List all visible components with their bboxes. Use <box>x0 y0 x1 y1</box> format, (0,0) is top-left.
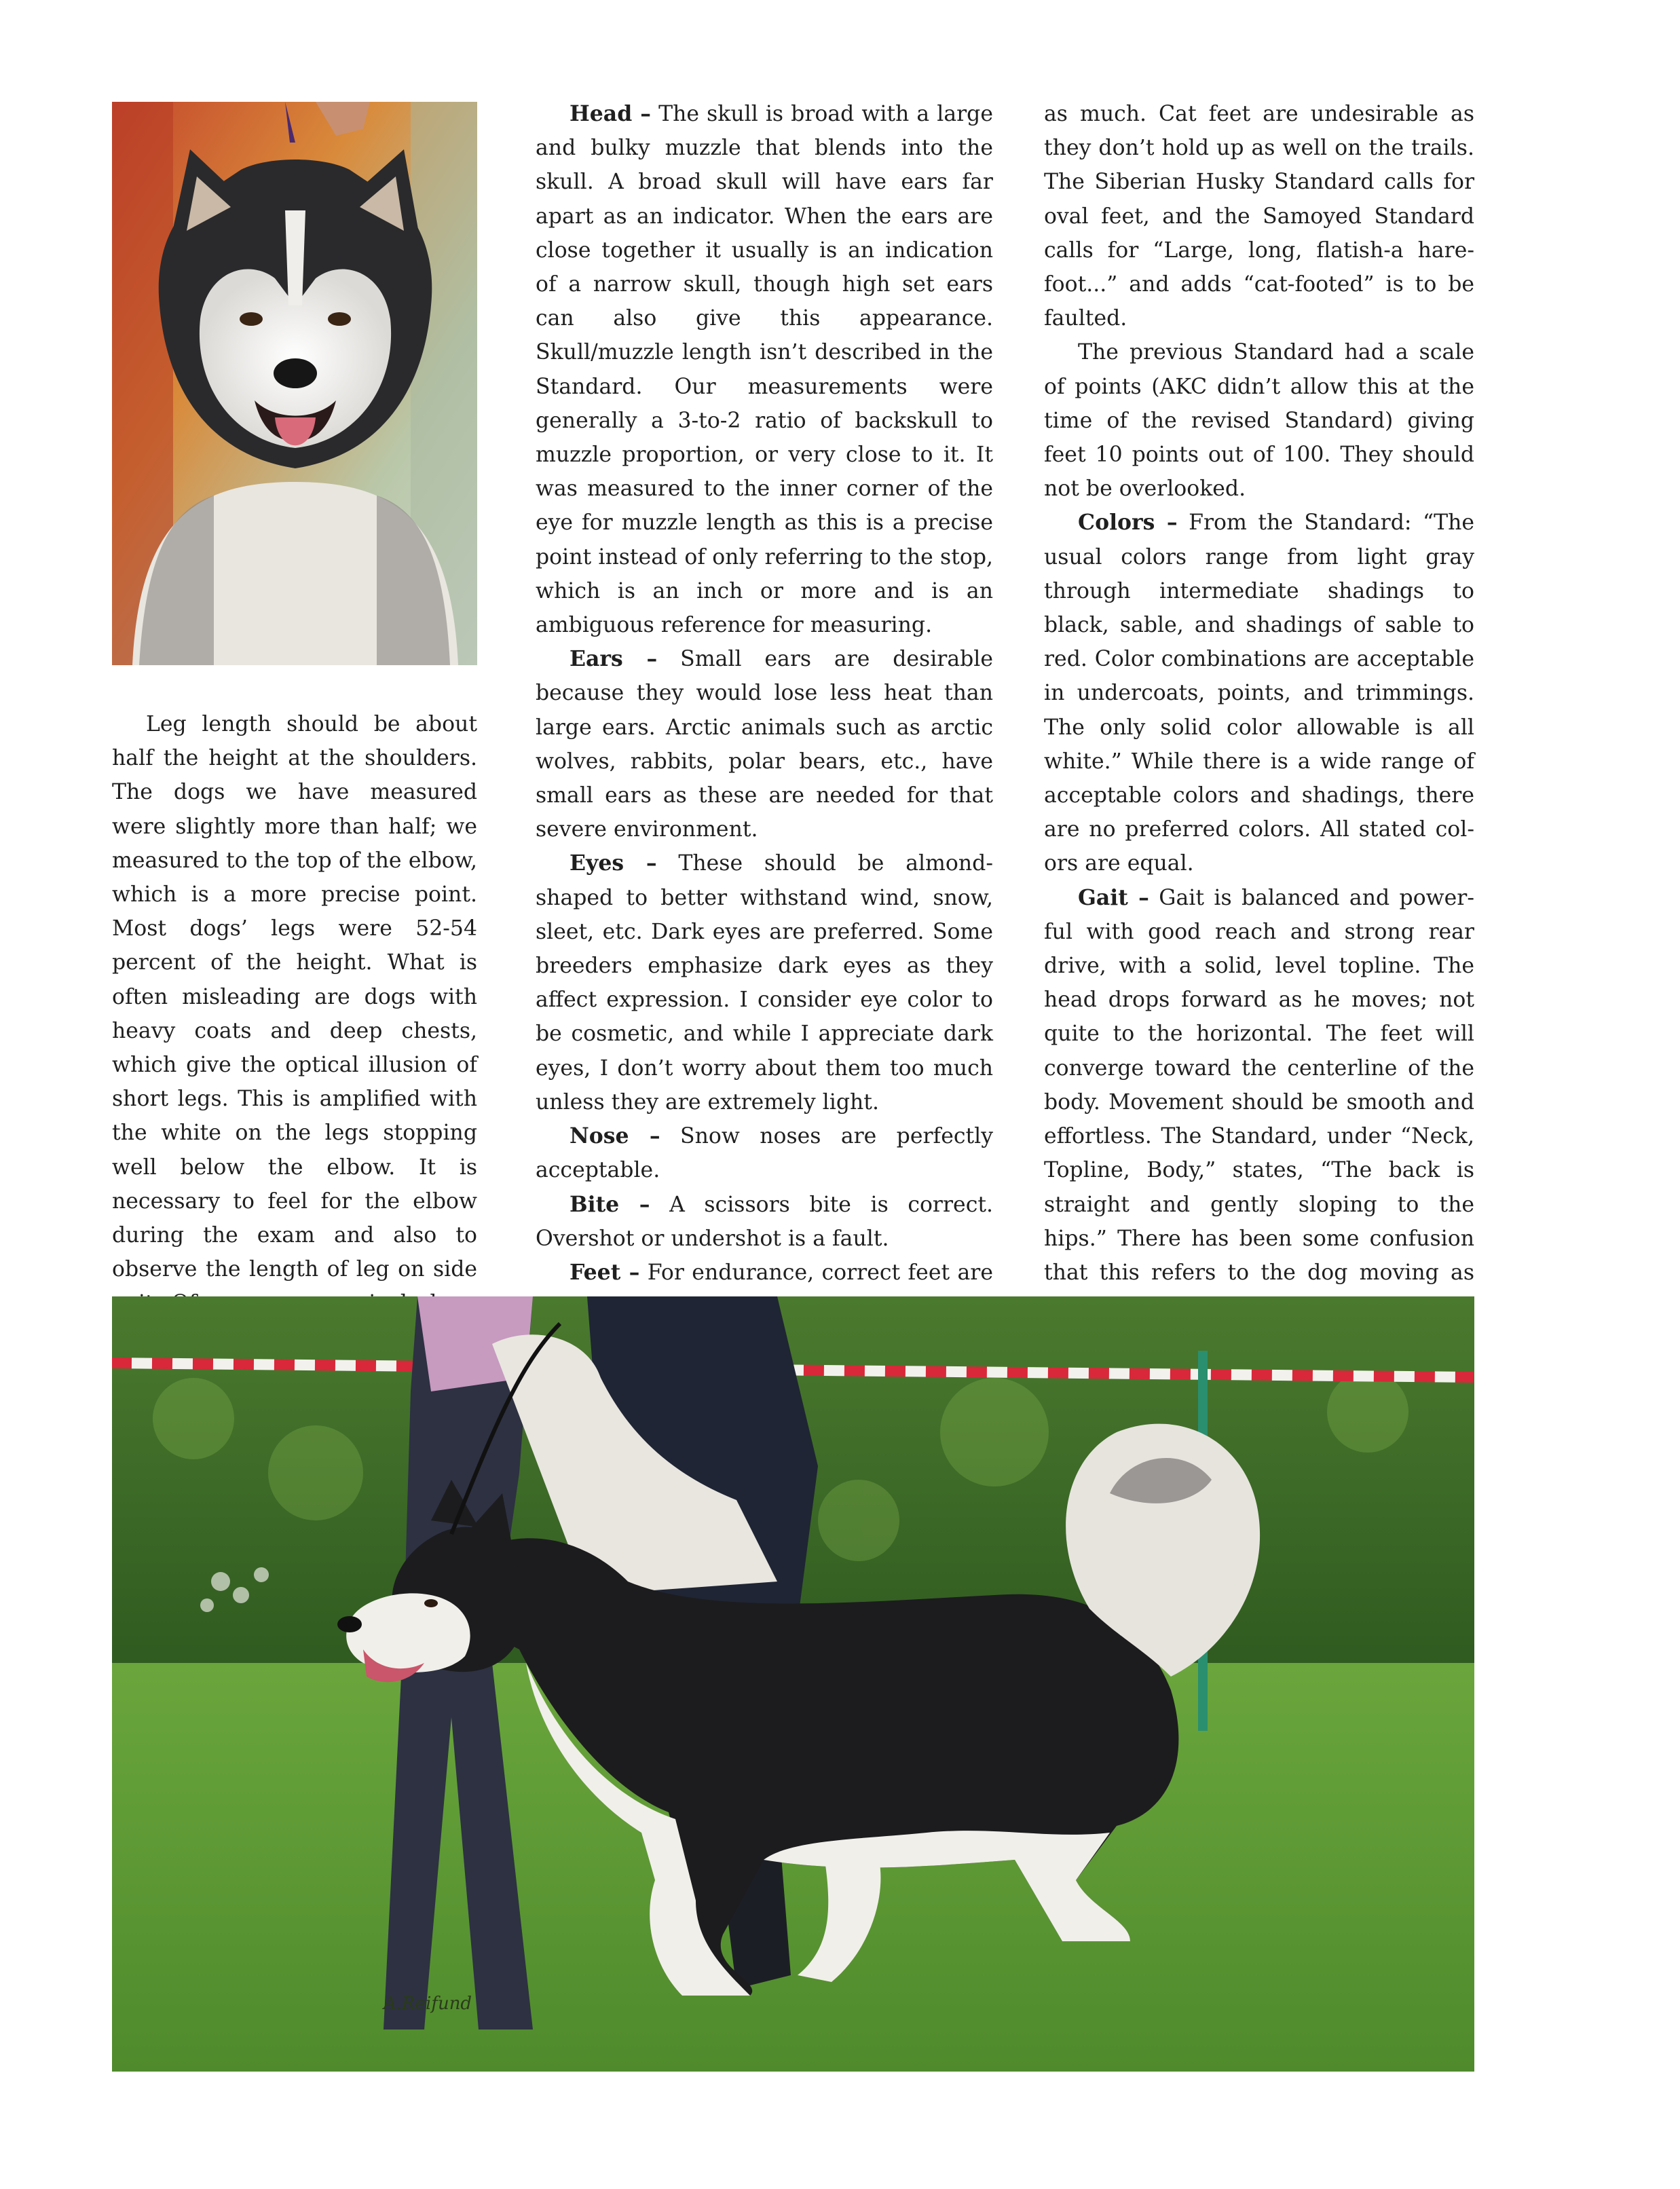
malamute-gaiting-photo <box>112 1296 1474 2072</box>
malamute-portrait-photo <box>112 102 477 665</box>
bite-text: A scissors bite is correct. Overshot or undershot is a fault. <box>536 1192 994 1251</box>
head-paragraph <box>536 97 993 642</box>
previous-standard-paragraph: The previous Standard had a scale of points (AKC didn’t allow this at the time of the revised Standard) giving feet 10 points out of 100. They should not be overlooked. <box>1044 340 1474 502</box>
nose-text: Snow noses are perfectly acceptable. <box>536 1124 994 1183</box>
eyes-text: These should be almond-shaped to better withstand wind, snow, sleet, etc. Dark eyes are preferred. Some breeders emphasize dark eyes as they affect expression. I consider eye color to be cosmetic, and while I appreciate dark eyes, I don’t worry about them too much unless they are extremely light. <box>536 851 993 1115</box>
feet-text: For endurance, correct feet are <box>647 1260 993 1285</box>
ears-text: Small ears are desirable because they would lose less heat than large ears. Arctic animals such as arctic wolves, rabbits, polar bears, etc., have small ears as these are needed for that severe environment. <box>536 647 993 842</box>
middle-text-column <box>536 97 993 1460</box>
feet-label: Feet – <box>570 1259 640 1285</box>
gait-label: Gait – <box>1078 884 1149 910</box>
leg-length-paragraph: Leg length should be about half the height at the shoulders. The dogs we have measured were slightly more than half; we measured to the top of the elbow, which is a more precise point. Most dogs’ legs were 52-54 percent of the height. What is often misleading are dogs with heavy coats and deep chests, which give the optical illusion of short legs. This is amplified with the white on the legs stopping well below the elbow. It is necessary to feel for the elbow during the exam and also to observe the length of leg on side <box>112 712 477 1282</box>
colors-label: Colors – <box>1078 510 1178 536</box>
ears-label: Ears – <box>570 646 658 672</box>
bite-paragraph <box>536 1188 993 1256</box>
malamute-portrait-illustration <box>112 102 477 665</box>
ears-paragraph <box>536 642 993 846</box>
right-text-column <box>1044 97 1474 1426</box>
head-label: Head – <box>570 101 652 126</box>
nose-paragraph <box>536 1119 993 1187</box>
gait-text: Gait is balanced and powerful with good reach and strong rear drive, with a solid, level topline. The head drops forward as he moves; not quite to the horizontal. The feet will converge toward the centerline of the body. Movement should be smooth and effortless. The Standard, under “Neck, Topline, Body,” states, “The back is straight and gently sloping to the hips.” There has been some confusion that this refers to the dog moving as <box>1044 885 1474 1285</box>
left-text-column <box>112 707 477 1355</box>
feet-continued-paragraph: as much. Cat feet are undesirable as they don’t hold up as well on the trails. The Siberian Husky Standard calls for oval feet, and the Samoyed Standard calls for “Large, long, flatish-a hare-foot...” and adds “cat-footed” is to be faulted. <box>1044 102 1474 331</box>
colors-paragraph <box>1044 506 1474 880</box>
eyes-label: Eyes – <box>570 850 657 876</box>
bite-label: Bite – <box>570 1191 650 1217</box>
photo-signature: A.Reifund <box>384 1994 472 2014</box>
head-text: The skull is broad with a large and bulky muzzle that blends into the skull. A broad skull will have ears far apart as an indicator. When the ears are close together it usually is an indication of a narrow skull, though high set ears can also give this appearance. Skull/muzzle length isn’t described in the Standard. Our measurements were generally a 3-to-2 ratio of backskull to muzzle proportion, or very close to it. It was measured to the inner corner of the eye for muzzle length as this is a precise point instead of only referring to the stop, which is an inch or more and is an ambiguous reference for measuring. <box>536 102 993 638</box>
eyes-paragraph <box>536 846 993 1119</box>
colors-text: From the Standard: “The usual colors range from light gray through intermediate shadings to black, sable, and shadings of sable to red. Color combinations are acceptable in undercoats, points, and trimmings. The only solid color allowable is all white.” While there is a wide range of acceptable colors and shadings, there are no preferred colors. All stated colors are equal. <box>1044 510 1475 876</box>
malamute-gaiting-illustration <box>112 1296 1474 2072</box>
nose-label: Nose – <box>570 1123 660 1149</box>
